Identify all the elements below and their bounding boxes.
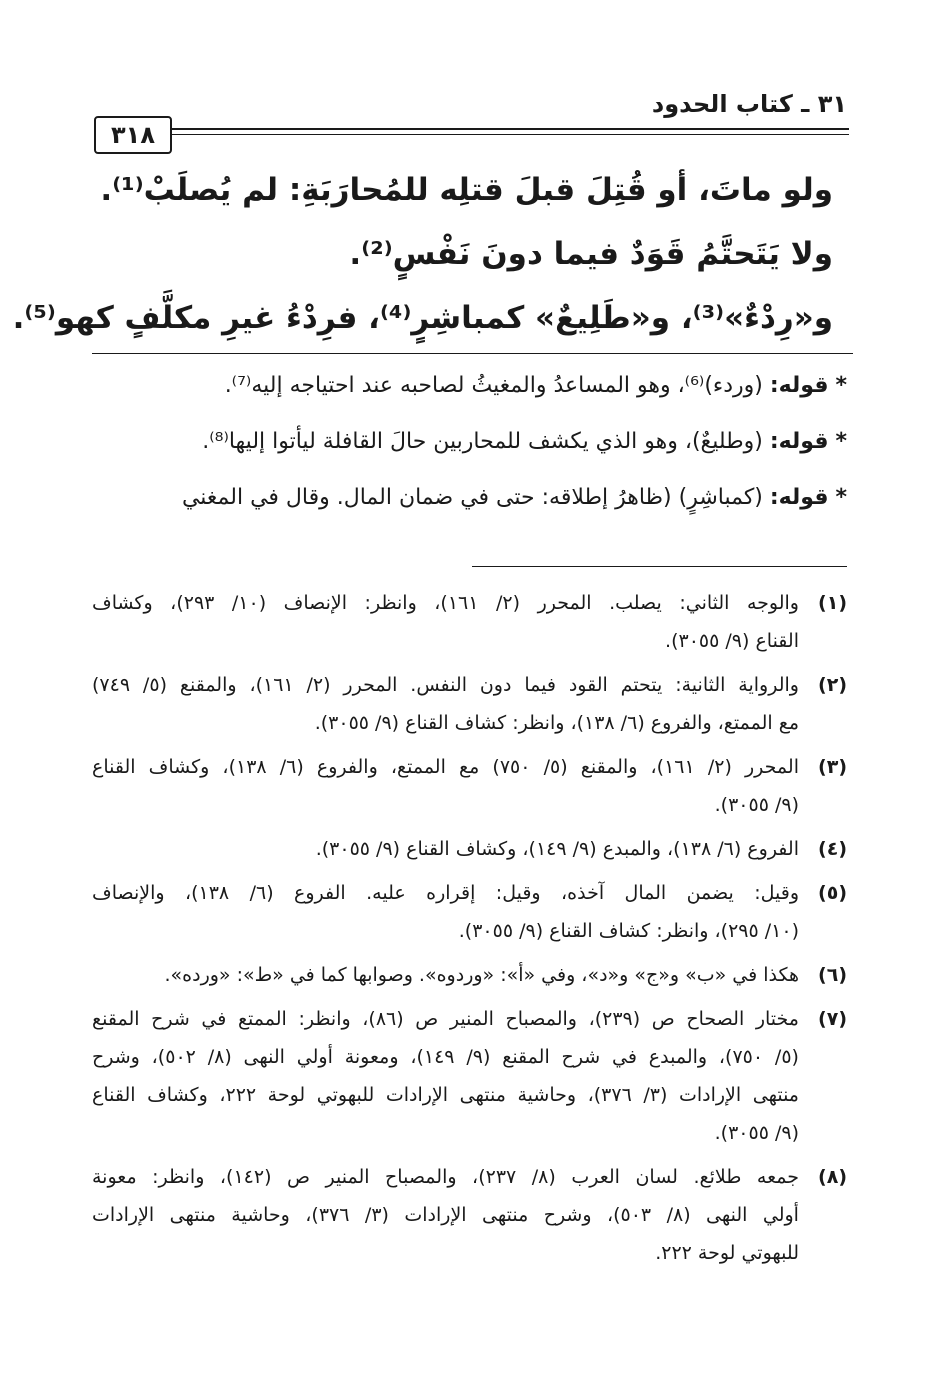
commentary-line: [92, 358, 847, 414]
footnote-line: الفروع (٦/ ١٣٨)، والمبدع (٩/ ١٤٩)، وكشاف القناع (٩/ ٣٠٥٥).: [315, 838, 799, 860]
asterisk-bullet: *: [835, 485, 847, 510]
asterisk-bullet: *: [835, 373, 847, 398]
main-text: [12, 158, 833, 350]
footnote-line: المحرر (٢/ ١٦١)، والمقنع (٥/ ٧٥٠) مع الممتع، والفروع (٦/ ١٣٨)، وكشاف القناع: [92, 756, 799, 778]
footnote-number: (٤): [818, 838, 847, 860]
commentary-text: (كمباشِرٍ) (ظاهرُ إطلاقه: حتى في ضمان المال. وقال في المغني: [181, 485, 770, 510]
footnote-line: (٥/ ٧٥٠)، والمبدع في شرح المقنع (٩/ ١٤٩)، ومعونة أولي النهى (٨/ ٥٠٢)، وشرح: [92, 1046, 799, 1068]
main-text-divider: [92, 353, 853, 354]
commentary: [92, 358, 847, 526]
footnote-line: للبهوتي لوحة ٢٢٢.: [655, 1242, 799, 1264]
footnote: [92, 1000, 847, 1152]
commentary-line: [92, 414, 847, 470]
commentary-text: (وطليعٌ)، وهو الذي يكشف للمحاربين حالَ القافلة ليأتوا إليها⁽⁸⁾.: [202, 429, 770, 454]
footnote-line: وقيل: يضمن المال آخذه، وقيل: إقراره عليه. الفروع (٦/ ١٣٨)، والإنصاف: [92, 882, 799, 904]
running-head: ٣١ ـ كتاب الحدود: [651, 90, 847, 118]
page-number: ٣١٨: [94, 116, 172, 154]
footnote-number: (٨): [818, 1166, 847, 1188]
commentary-lead: قوله:: [769, 485, 829, 510]
footnote-number: (٢): [818, 674, 847, 696]
commentary-lead: قوله:: [769, 373, 829, 398]
footnote-line: هكذا في «ب» و«ج» و«د»، وفي «أ»: «وردوه». وصوابها كما في «ط»: «ورده».: [164, 964, 799, 986]
footnote-line: (٩/ ٣٠٥٥).: [714, 1122, 799, 1144]
footnote: [92, 748, 847, 824]
footnote-line: جمعه طلائع. لسان العرب (٨/ ٢٣٧)، والمصباح المنير ص (١٤٢)، وانظر: معونة: [92, 1166, 799, 1188]
footnote: [92, 830, 847, 868]
footnote-number: (٣): [818, 756, 847, 778]
footnote-line: (١٠/ ٢٩٥)، وانظر: كشاف القناع (٩/ ٣٠٥٥).: [458, 920, 799, 942]
footnote: [92, 1158, 847, 1272]
footnote-line: منتهى الإرادات (٣/ ٣٧٦)، وحاشية منتهى الإرادات للبهوتي لوحة ٢٢٢، وكشاف القناع: [92, 1084, 799, 1106]
footnote: [92, 874, 847, 950]
footnote-number: (٧): [818, 1008, 847, 1030]
footnote-line: القناع (٩/ ٣٠٥٥).: [665, 630, 799, 652]
main-text-line: و«رِدْءٌ»⁽³⁾، و«طَلِيعٌ» كمباشِرٍ⁽⁴⁾، فرِدْءُ غيرِ مكلَّفٍ كهو⁽⁵⁾.: [12, 300, 833, 336]
footnote-line: والوجه الثاني: يصلب. المحرر (٢/ ١٦١)، وانظر: الإنصاف (١٠/ ٢٩٣)، وكشاف: [92, 592, 799, 614]
footnote: [92, 956, 847, 994]
footnote-line: مختار الصحاح ص (٢٣٩)، والمصباح المنير ص (٨٦)، وانظر: الممتع في شرح المقنع: [92, 1008, 799, 1030]
header-rule: [172, 128, 849, 130]
footnote-line: والرواية الثانية: يتحتم القود فيما دون النفس. المحرر (٢/ ١٦١)، والمقنع (٥/ ٧٤٩): [92, 674, 799, 696]
footnote-divider: [472, 566, 847, 567]
commentary-text: (وردء)⁽⁶⁾، وهو المساعدُ والمغيثُ لصاحبه عند احتياجه إليه⁽⁷⁾.: [224, 373, 770, 398]
asterisk-bullet: *: [835, 429, 847, 454]
footnote-number: (١): [818, 592, 847, 614]
footnote-line: (٩/ ٣٠٥٥).: [714, 794, 799, 816]
header-rule-thin: [172, 134, 849, 135]
commentary-lead: قوله:: [769, 429, 829, 454]
footnote-line: مع الممتع، والفروع (٦/ ١٣٨)، وانظر: كشاف القناع (٩/ ٣٠٥٥).: [314, 712, 799, 734]
main-text-line: ولا يَتَحتَّمُ قَوَدٌ فيما دونَ نَفْسٍ⁽²⁾.: [349, 236, 833, 272]
commentary-line: [92, 470, 847, 526]
footnote: [92, 666, 847, 742]
footnote-number: (٦): [818, 964, 847, 986]
main-text-line: ولو ماتَ، أو قُتِلَ قبلَ قتلِه للمُحارَبَةِ: لم يُصلَبْ⁽¹⁾.: [100, 172, 833, 208]
footnote-number: (٥): [818, 882, 847, 904]
footnote: [92, 584, 847, 660]
footnote-line: أولي النهى (٨/ ٥٠٣)، وشرح منتهى الإرادات (٣/ ٣٧٦)، وحاشية منتهى الإرادات: [92, 1204, 799, 1226]
footnotes: [92, 584, 847, 1278]
